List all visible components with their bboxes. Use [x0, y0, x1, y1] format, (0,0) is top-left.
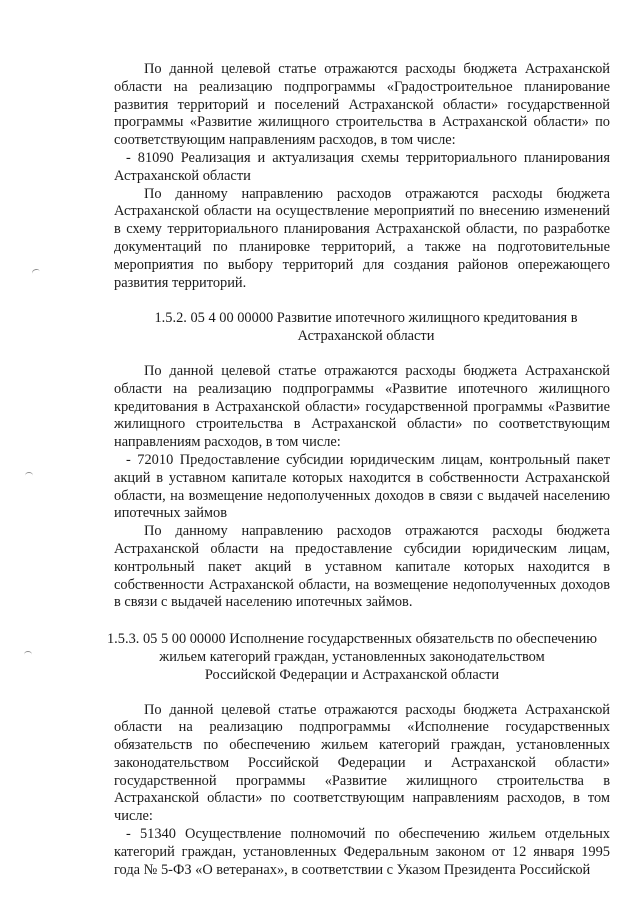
expense-item: - 72010 Предоставление субсидии юридическим лицам, контрольный пакет акций в уставном капитале которых находится в собственности Астраханской области, на возмещение недополученных доходов в связи с выдачей населению ипотечных займов: [114, 451, 610, 522]
expense-item: - 51340 Осуществление полномочий по обеспечению жильем отдельных категорий граждан, установленных Федеральным законом от 12 января 1995 года № 5-ФЗ «О ветеранах», в соответствии с Указом Президента Российской: [114, 826, 610, 878]
scan-mark: [24, 651, 32, 658]
expense-item: - 81090 Реализация и актуализация схемы территориального планирования Астраханской области: [114, 149, 610, 184]
section-heading: 1.5.2. 05 4 00 00000 Развитие ипотечного жилищного кредитования в Астраханской области: [154, 310, 578, 345]
document-body: [106, 61, 610, 879]
scan-mark: [25, 472, 33, 479]
paragraph: По данной целевой статье отражаются расходы бюджета Астраханской области на реализацию подпрограммы «Исполнение государственных обязательств по обеспечению жильем категорий граждан, установленных законодательством Российской Федерации и Астраханской области» государственной программы «Развитие жилищного строительства в Астраханской области» по соответствующим направлениям расходов, в том числе:: [114, 701, 610, 825]
paragraph: По данному направлению расходов отражаются расходы бюджета Астраханской области на предоставление субсидии юридическим лицам, контрольный пакет акций в уставном капитале которых находится в собственности Астраханской области, на возмещение недополученных доходов в связи с выдачей населению ипотечных займов.: [114, 523, 610, 611]
scan-mark: [31, 268, 41, 277]
paragraph: По данной целевой статье отражаются расходы бюджета Астраханской области на реализацию подпрограммы «Развитие ипотечного жилищного кредитования в Астраханской области» государственной программы «Развитие жилищного строительства в Астраханской области» по соответствующим направлениям расходов, в том числе:: [114, 362, 610, 451]
paragraph: По данной целевой статье отражаются расходы бюджета Астраханской области на реализацию подпрограммы «Градостроительное планирование развития территорий и поселений Астраханской области» государственной программы «Развитие жилищного строительства в Астраханской области» по соответствующим направлениям расходов, в том числе:: [114, 61, 610, 149]
paragraph: По данному направлению расходов отражаются расходы бюджета Астраханской области на осуществление мероприятий по внесению изменений в схему территориального планирования Астраханской области, по разработке документаций по планировке территорий, а также на подготовительные мероприятия по выбору территорий для создания районов опережающего развития территорий.: [114, 185, 610, 291]
section-heading: [88, 631, 616, 684]
section-heading-line: 1.5.3. 05 5 00 00000 Исполнение государственных обязательств по обеспечению: [106, 631, 598, 648]
section-heading-line: Российской Федерации и Астраханской области: [204, 666, 500, 683]
section-heading-line: жильем категорий граждан, установленных законодательством: [159, 648, 545, 665]
